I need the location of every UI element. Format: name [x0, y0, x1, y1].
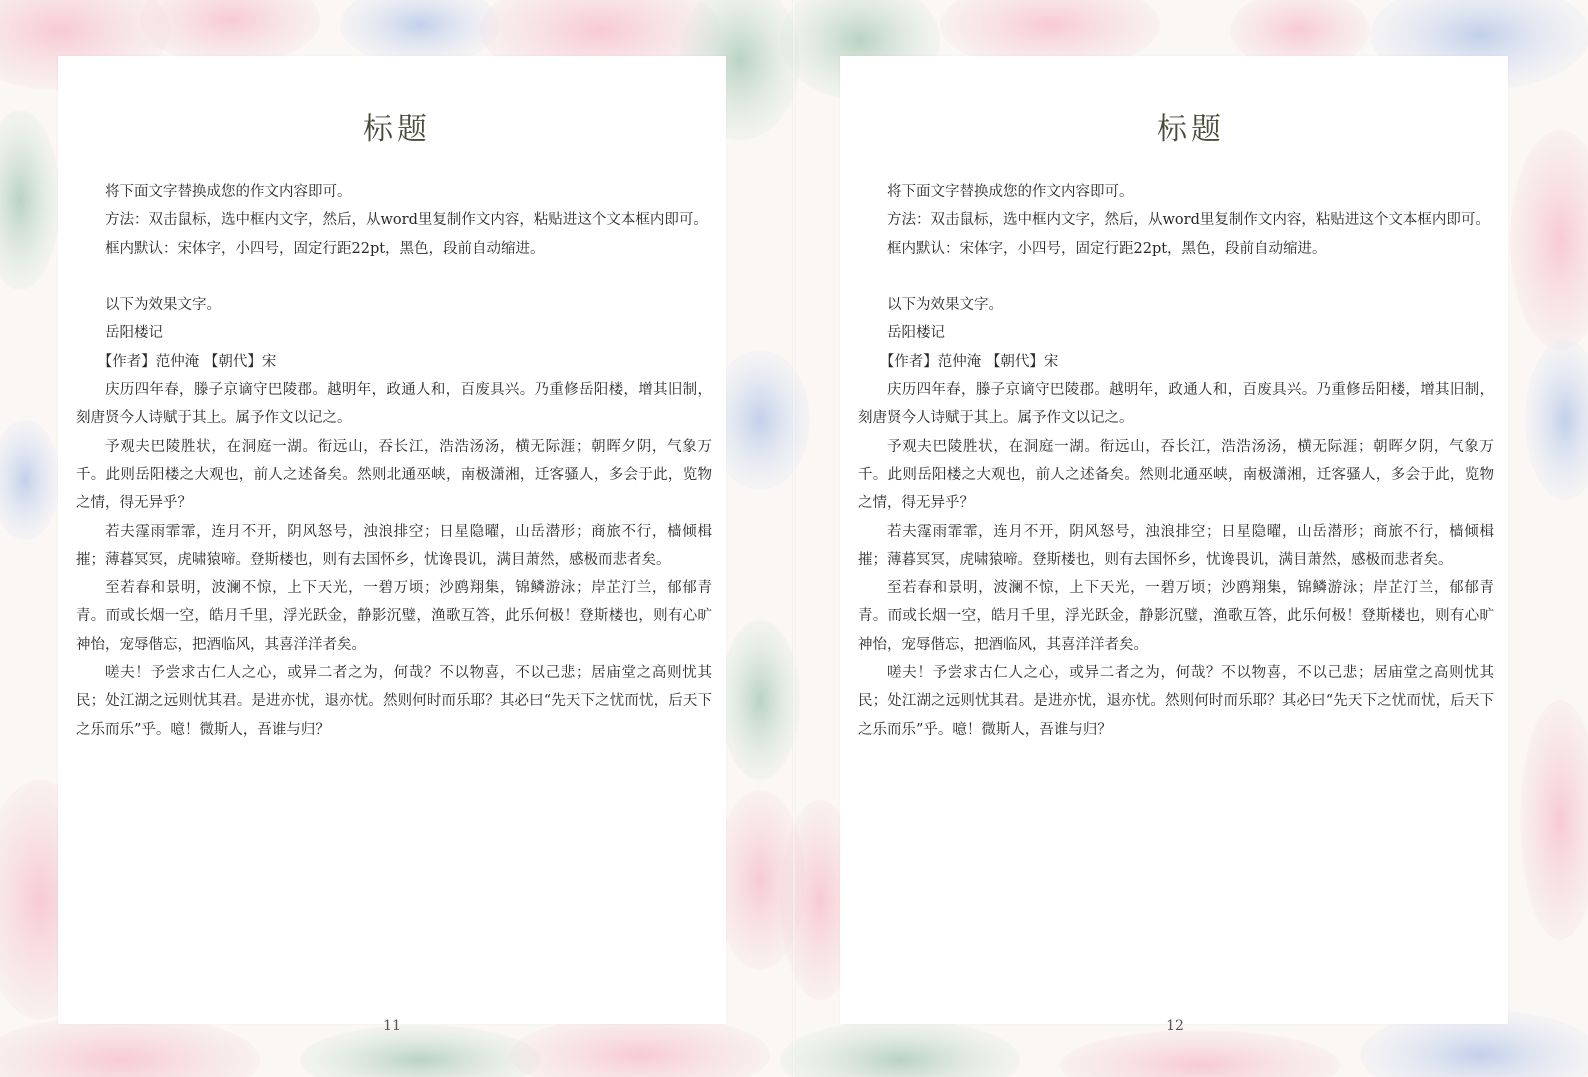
- paragraph: 将下面文字替换成您的作文内容即可。: [887, 184, 1134, 200]
- paragraph: 框内默认：宋体字，小四号，固定行距22pt，黑色，段前自动缩进。: [105, 240, 545, 257]
- paragraph: 予观夫巴陵胜状，在洞庭一湖。衔远山，吞长江，浩浩汤汤，横无际涯；朝晖夕阴，气象万千。此则岳阳楼之大观也，前人之述备矣。然则北通巫峡，南极潇湘，迁客骚人，多会于此，览物之情，得无异乎？: [858, 438, 1494, 512]
- author-line: 【作者】范仲淹 【朝代】宋: [97, 353, 277, 370]
- paragraph: 嗟夫！予尝求古仁人之心，或异二者之为，何哉？不以物喜，不以己悲；居庙堂之高则忧其民；处江湖之远则忧其君。是进亦忧，退亦忧。然则何时而乐耶？其必曰“先天下之忧而忧，后天下之乐而乐”乎。噫！微斯人，吾谁与归？: [858, 665, 1494, 738]
- paragraph: 方法：双击鼠标，选中框内文字，然后，从word里复制作文内容，粘贴进这个文本框内即可。: [105, 212, 708, 229]
- paragraph: 以下为效果文字。: [105, 297, 221, 314]
- paragraph: 嗟夫！予尝求古仁人之心，或异二者之为，何哉？不以物喜，不以己悲；居庙堂之高则忧其民；处江湖之远则忧其君。是进亦忧，退亦忧。然则何时而乐耶？其必曰“先天下之忧而忧，后天下之乐而乐”乎。噫！微斯人，吾谁与归？: [76, 665, 712, 738]
- text-box[interactable]: [76, 178, 712, 744]
- blank-line: [858, 263, 1494, 291]
- paragraph: 庆历四年春，滕子京谪守巴陵郡。越明年，政通人和，百废具兴。乃重修岳阳楼，增其旧制，刻唐贤今人诗赋于其上。属予作文以记之。: [76, 382, 712, 427]
- paragraph: 若夫霪雨霏霏，连月不开，阴风怒号，浊浪排空；日星隐曜，山岳潜形；商旅不行，樯倾楫摧；薄暮冥冥，虎啸猿啼。登斯楼也，则有去国怀乡，忧谗畏讥，满目萧然，感极而悲者矣。: [858, 523, 1494, 568]
- paragraph: 以下为效果文字。: [887, 297, 1003, 314]
- paragraph: 至若春和景明，波澜不惊，上下天光，一碧万顷；沙鸥翔集，锦鳞游泳；岸芷汀兰，郁郁青青。而或长烟一空，皓月千里，浮光跃金，静影沉璧，渔歌互答，此乐何极！登斯楼也，则有心旷神怡，宠辱偕忘，把酒临风，其喜洋洋者矣。: [858, 580, 1494, 653]
- paragraph: 方法：双击鼠标，选中框内文字，然后，从word里复制作文内容，粘贴进这个文本框内即可。: [887, 212, 1490, 229]
- paragraph: 予观夫巴陵胜状，在洞庭一湖。衔远山，吞长江，浩浩汤汤，横无际涯；朝晖夕阴，气象万千。此则岳阳楼之大观也，前人之述备矣。然则北通巫峡，南极潇湘，迁客骚人，多会于此，览物之情，得无异乎？: [76, 438, 712, 512]
- paragraph: 框内默认：宋体字，小四号，固定行距22pt，黑色，段前自动缩进。: [887, 240, 1327, 257]
- page-title: 标题: [1157, 112, 1225, 147]
- author-line: 【作者】范仲淹 【朝代】宋: [879, 353, 1059, 370]
- essay-title: 岳阳楼记: [105, 325, 163, 342]
- paragraph: 至若春和景明，波澜不惊，上下天光，一碧万顷；沙鸥翔集，锦鳞游泳；岸芷汀兰，郁郁青青。而或长烟一空，皓月千里，浮光跃金，静影沉璧，渔歌互答，此乐何极！登斯楼也，则有心旷神怡，宠辱偕忘，把酒临风，其喜洋洋者矣。: [76, 580, 712, 653]
- page-title: 标题: [363, 112, 431, 147]
- page-number: 12: [1166, 1018, 1184, 1034]
- page-number: 11: [383, 1018, 401, 1034]
- blank-line: [76, 263, 712, 291]
- page-12: [794, 0, 1588, 1077]
- text-box[interactable]: [858, 178, 1494, 744]
- paragraph: 将下面文字替换成您的作文内容即可。: [105, 184, 352, 200]
- paragraph: 庆历四年春，滕子京谪守巴陵郡。越明年，政通人和，百废具兴。乃重修岳阳楼，增其旧制，刻唐贤今人诗赋于其上。属予作文以记之。: [858, 382, 1494, 427]
- essay-title: 岳阳楼记: [887, 325, 945, 342]
- paragraph: 若夫霪雨霏霏，连月不开，阴风怒号，浊浪排空；日星隐曜，山岳潜形；商旅不行，樯倾楫摧；薄暮冥冥，虎啸猿啼。登斯楼也，则有去国怀乡，忧谗畏讥，满目萧然，感极而悲者矣。: [76, 523, 712, 568]
